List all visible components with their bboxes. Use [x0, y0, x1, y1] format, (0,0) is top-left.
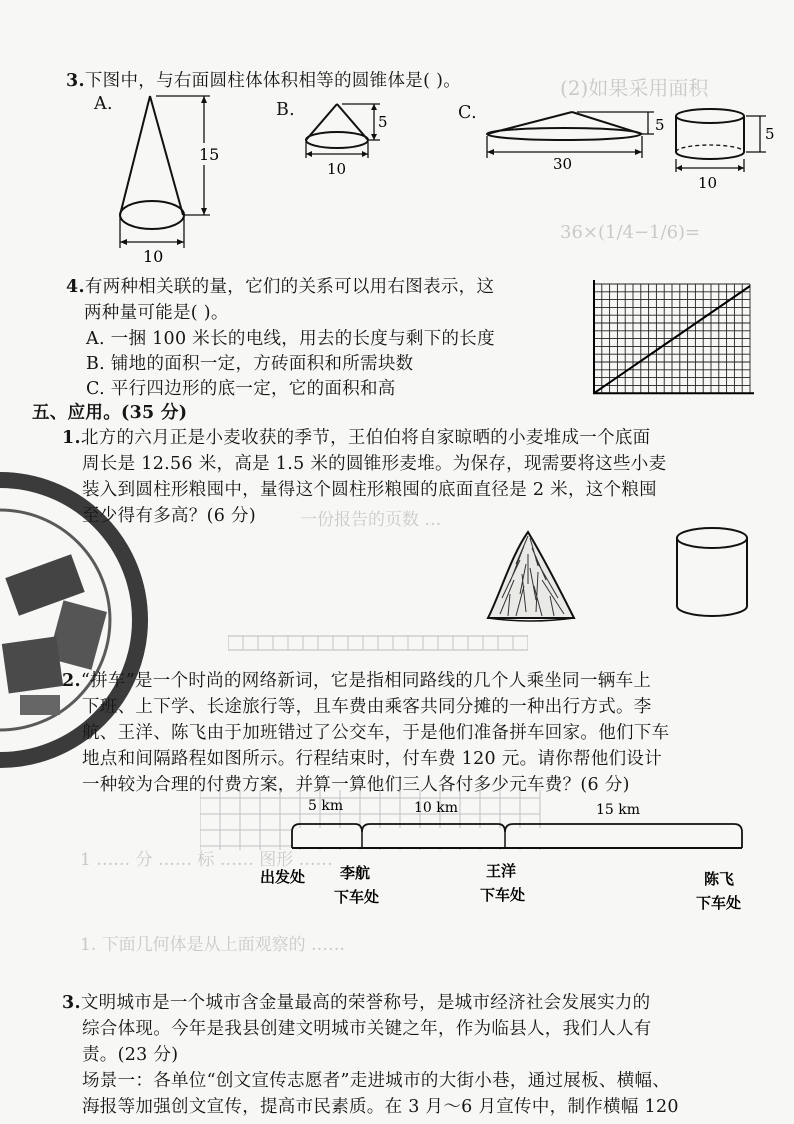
fig-c-base-label: 30	[553, 155, 573, 172]
cylinder-height-label: 5	[765, 125, 775, 143]
cone-figure-a	[110, 88, 230, 268]
q4-line-1: 4.有两种相关联的量，它们的关系可以用右图表示，这	[66, 277, 495, 297]
q4-line-2: 两种量可能是( )。	[84, 303, 229, 323]
segment-1-label: 5 km	[308, 798, 344, 814]
stop-3-name: 陈飞	[704, 870, 735, 888]
fig-c-height-label: 5	[655, 116, 665, 134]
p3-line-4: 场景一：各单位“创文宣传志愿者”走进城市的大街小巷，通过展板、横幅、	[82, 1071, 671, 1091]
q4-line-graph	[584, 278, 754, 406]
cone-figure-b	[300, 100, 400, 180]
segment-3-label: 15 km	[596, 802, 641, 818]
p2-line-2: 下班、上下学、长途旅行等，且车费由乘客共同分摊的一种出行方式。李	[82, 697, 652, 717]
cylinder-figure	[672, 104, 782, 194]
p2-line-3: 航、王洋、陈飞由于加班错过了公交车，于是他们准备拼车回家。他们下车	[82, 723, 670, 743]
stop-1-action: 下车处	[334, 888, 380, 906]
stop-3-action: 下车处	[696, 894, 742, 912]
p2-line-4: 地点和间隔路程如图所示。行程结束时，付车费 120 元。请你帮他们设计	[82, 749, 663, 769]
p2-number: 2.	[62, 671, 81, 691]
q3-option-c: C.	[458, 103, 477, 123]
fig-a-base-label: 10	[143, 247, 164, 266]
p1-line-1: 1.北方的六月正是小麦收获的季节，王伯伯将自家晾晒的小麦堆成一个底面	[62, 428, 651, 448]
q3-text: 下图中，与右面圆柱体体积相等的圆锥体是( )。	[84, 71, 461, 91]
p2-line-5: 一种较为合理的付费方案，并算一算他们三人各付多少元车费？(6 分)	[82, 775, 630, 795]
fig-a-height-label: 15	[199, 145, 220, 164]
fig-b-base-label: 10	[327, 160, 347, 178]
p3-line-2: 综合体现。今年是我县创建文明城市关键之年，作为临县人，我们人人有	[82, 1019, 652, 1039]
section-5-title: 五、应用。(35 分)	[32, 403, 188, 423]
p2-line-1: 2.“拼车”是一个时尚的网络新词，它是指相同路线的几个人乘坐同一辆车上	[62, 671, 652, 691]
q3-option-b: B.	[276, 100, 296, 120]
q4-option-b: B. 铺地的面积一定，方砖面积和所需块数	[86, 354, 414, 374]
p1-line-2: 周长是 12.56 米，高是 1.5 米的圆锥形麦堆。为保存，现需要将这些小麦	[82, 454, 667, 474]
stop-2-action: 下车处	[480, 886, 526, 904]
q4-option-a: A. 一捆 100 米长的电线，用去的长度与剩下的长度	[86, 329, 495, 349]
p3-number: 3.	[62, 993, 81, 1013]
answer-strip	[228, 632, 528, 654]
cylinder-base-label: 10	[698, 174, 718, 192]
p1-number: 1.	[62, 428, 81, 448]
start-label: 出发处	[260, 868, 306, 886]
q4-option-c: C. 平行四边形的底一定，它的面积和高	[86, 379, 396, 399]
p3-line-1: 3.文明城市是一个城市含金量最高的荣誉称号，是城市经济社会发展实力的	[62, 993, 651, 1013]
wheat-pile-image	[480, 524, 580, 624]
p1-line-4: 至少得有多高？(6 分)	[82, 506, 256, 526]
q3-option-a: A.	[94, 94, 113, 114]
q4-number: 4.	[66, 277, 85, 297]
q3-number: 3.	[66, 71, 85, 91]
fig-b-height-label: 5	[378, 113, 388, 131]
p1-line-3: 装入到圆柱形粮囤中，量得这个圆柱形粮囤的底面直径是 2 米，这个粮囤	[82, 480, 657, 500]
cone-figure-c	[482, 108, 672, 172]
p3-line-3: 责。(23 分)	[82, 1045, 179, 1065]
p3-line-5: 海报等加强创文宣传，提高市民素质。在 3 月～6 月宣传中，制作横幅 120	[82, 1097, 679, 1117]
stop-1-name: 李航	[340, 864, 371, 882]
segment-2-label: 10 km	[414, 800, 459, 816]
stop-2-name: 王洋	[486, 862, 517, 880]
granary-cylinder-image	[672, 524, 756, 624]
route-diagram	[200, 790, 760, 920]
